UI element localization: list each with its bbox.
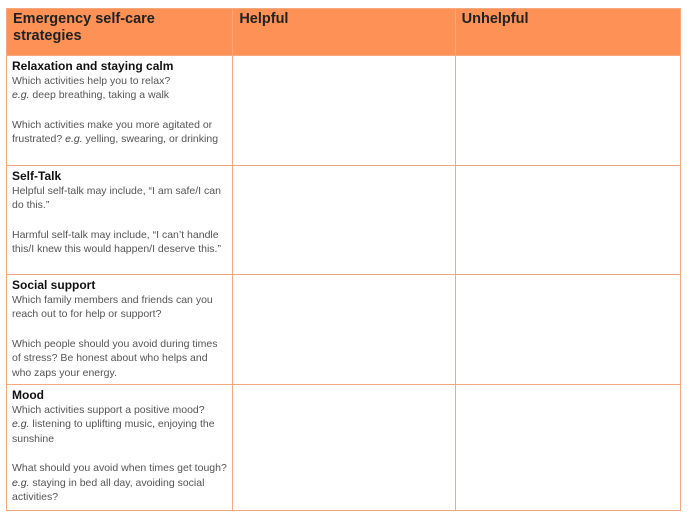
prompt-text: Which activities make you more agitated or frustrated?: [12, 118, 213, 145]
unhelpful-column-header: Unhelpful: [455, 9, 680, 56]
unhelpful-entry-cell[interactable]: [455, 385, 680, 511]
unhelpful-entry-cell[interactable]: [455, 275, 680, 385]
strategy-cell-social-support: [7, 275, 233, 385]
helpful-column-header: Helpful: [233, 9, 455, 56]
eg-label: e.g.: [12, 418, 30, 430]
helpful-entry-cell[interactable]: [233, 275, 455, 385]
prompt-example: staying in bed all day, avoiding social activities?: [12, 476, 205, 503]
prompt-text: Which activities help you to relax?: [12, 74, 171, 87]
eg-label: e.g.: [12, 89, 30, 101]
table-row-mood: [7, 385, 681, 511]
strategy-prompt-unhelpful: Which people should you avoid during times of stress? Be honest about who helps and who zaps your energy.: [12, 337, 218, 379]
self-care-strategies-table: [6, 8, 681, 511]
prompt-text: What should you avoid when times get tough?: [12, 462, 227, 474]
strategy-prompt-helpful: [12, 74, 228, 103]
eg-label: e.g.: [12, 476, 30, 489]
strategy-prompt-helpful: Helpful self-talk may include, “I am safe/I can do this.”: [12, 184, 221, 211]
helpful-entry-cell[interactable]: [233, 166, 455, 275]
table-row-social-support: [7, 275, 681, 385]
strategy-title: Mood: [12, 388, 44, 402]
prompt-example: listening to uplifting music, enjoying the sunshine: [12, 418, 215, 445]
header-row: [7, 9, 681, 56]
prompt-example: yelling, swearing, or drinking: [82, 133, 219, 145]
strategy-title: Relaxation and staying calm: [12, 59, 174, 73]
strategy-prompt-unhelpful: [12, 118, 228, 147]
strategy-prompt-unhelpful: [12, 461, 228, 505]
strategy-cell-mood: [7, 385, 233, 511]
strategy-cell-relaxation: [7, 56, 233, 166]
strategy-title: Social support: [12, 278, 96, 292]
prompt-example: deep breathing, taking a walk: [29, 89, 170, 101]
strategy-prompt-helpful: Which family members and friends can you reach out to for help or support?: [12, 293, 213, 320]
strategy-prompt-unhelpful: Harmful self-talk may include, “I can’t handle this/I knew this would happen/I deserve this.”: [12, 228, 221, 255]
helpful-entry-cell[interactable]: [233, 385, 455, 511]
strategy-prompt-helpful: [12, 403, 228, 447]
strategy-cell-self-talk: [7, 166, 233, 275]
strategy-column-header: Emergency self-care strategies: [7, 9, 233, 56]
unhelpful-entry-cell[interactable]: [455, 56, 680, 166]
prompt-text: Which activities support a positive mood?: [12, 403, 205, 416]
table-row-relaxation: [7, 56, 681, 166]
eg-label: e.g.: [65, 133, 83, 145]
helpful-entry-cell[interactable]: [233, 56, 455, 166]
table-row-self-talk: [7, 166, 681, 275]
strategy-title: Self-Talk: [12, 169, 62, 183]
unhelpful-entry-cell[interactable]: [455, 166, 680, 275]
